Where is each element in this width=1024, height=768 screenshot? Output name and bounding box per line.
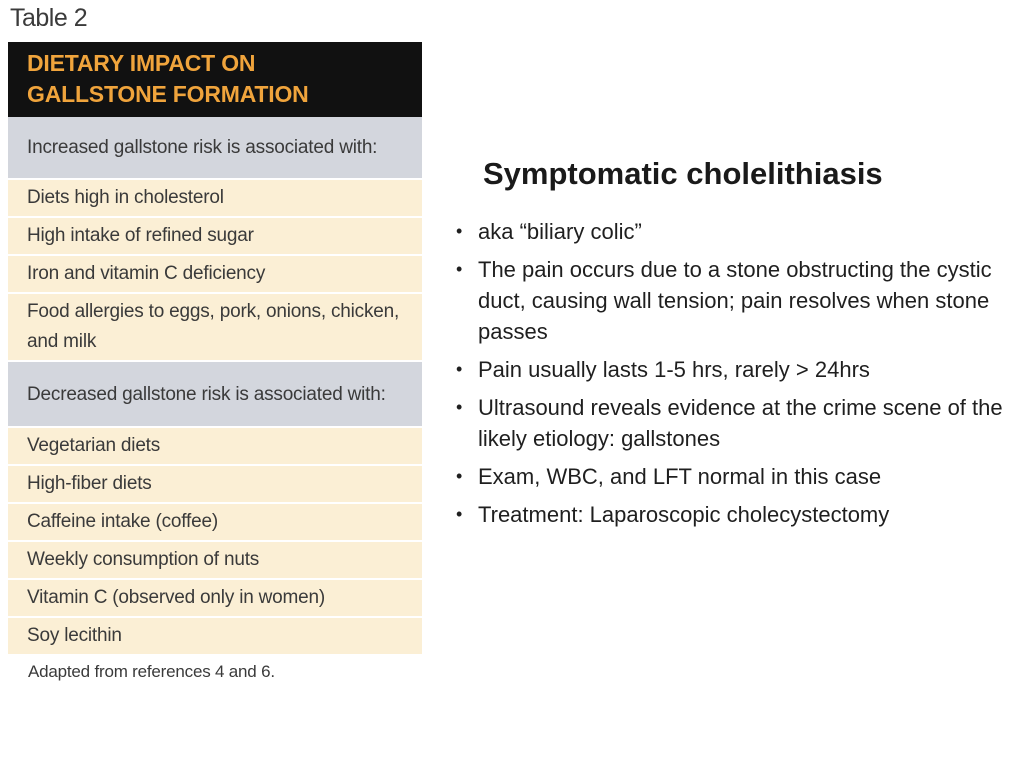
table-row-text: Food allergies to eggs, pork, onions, chicken, and milk (27, 301, 400, 352)
bullet-text: Ultrasound reveals evidence at the crime scene of the likely etiology: gallstones (478, 395, 1003, 451)
bullet-list (454, 216, 1014, 537)
bullet-icon: • (456, 466, 463, 486)
table-row (8, 180, 422, 218)
table-header-line-1: DIETARY IMPACT ON (27, 50, 256, 76)
table-row-text: High-fiber diets (27, 473, 152, 494)
table-row (8, 580, 422, 618)
table-row-text: Decreased gallstone risk is associated with: (27, 383, 386, 405)
table-row-text: Vitamin C (observed only in women) (27, 587, 326, 608)
table-row-text: Caffeine intake (coffee) (27, 511, 218, 532)
table-row (8, 256, 422, 294)
table-caption: Table 2 (10, 4, 88, 32)
bullet-text: The pain occurs due to a stone obstructing the cystic duct, causing wall tension; pain resolves when stone passes (478, 257, 992, 344)
bullet-text: Pain usually lasts 1-5 hrs, rarely > 24hrs (478, 357, 870, 382)
table-row-text: Increased gallstone risk is associated with: (27, 137, 378, 158)
bullet-item (454, 354, 1014, 385)
slide-title: Symptomatic cholelithiasis (483, 156, 883, 191)
table-row (8, 504, 422, 542)
bullet-icon: • (456, 397, 463, 417)
bullet-text: aka “biliary colic” (478, 219, 642, 244)
table-row-text: Weekly consumption of nuts (27, 549, 260, 570)
dietary-impact-table (8, 42, 422, 682)
table-row-section-decreased (8, 362, 422, 428)
table-row-section-increased (8, 117, 422, 180)
table-row-text: Soy lecithin (27, 625, 122, 646)
table-row-text: Iron and vitamin C deficiency (27, 263, 266, 284)
table-row (8, 218, 422, 256)
bullet-item (454, 461, 1014, 492)
table-row (8, 618, 422, 656)
table-row-text: High intake of refined sugar (27, 225, 254, 246)
bullet-icon: • (456, 504, 463, 524)
bullet-text: Treatment: Laparoscopic cholecystectomy (478, 502, 890, 527)
bullet-text: Exam, WBC, and LFT normal in this case (478, 464, 882, 489)
bullet-item (454, 216, 1014, 247)
table-row (8, 466, 422, 504)
bullet-item (454, 392, 1014, 454)
bullet-icon: • (456, 259, 463, 279)
table-row (8, 294, 422, 362)
table-row (8, 428, 422, 466)
table-row-text: Vegetarian diets (27, 435, 161, 456)
bullet-icon: • (456, 359, 463, 379)
bullet-item (454, 499, 1014, 530)
table-footnote: Adapted from references 4 and 6. (8, 656, 422, 682)
table-header (8, 42, 422, 117)
table-row (8, 542, 422, 580)
table-row-text: Diets high in cholesterol (27, 187, 224, 208)
bullet-item (454, 254, 1014, 347)
bullet-icon: • (456, 221, 463, 241)
table-header-line-2: GALLSTONE FORMATION (27, 81, 309, 107)
